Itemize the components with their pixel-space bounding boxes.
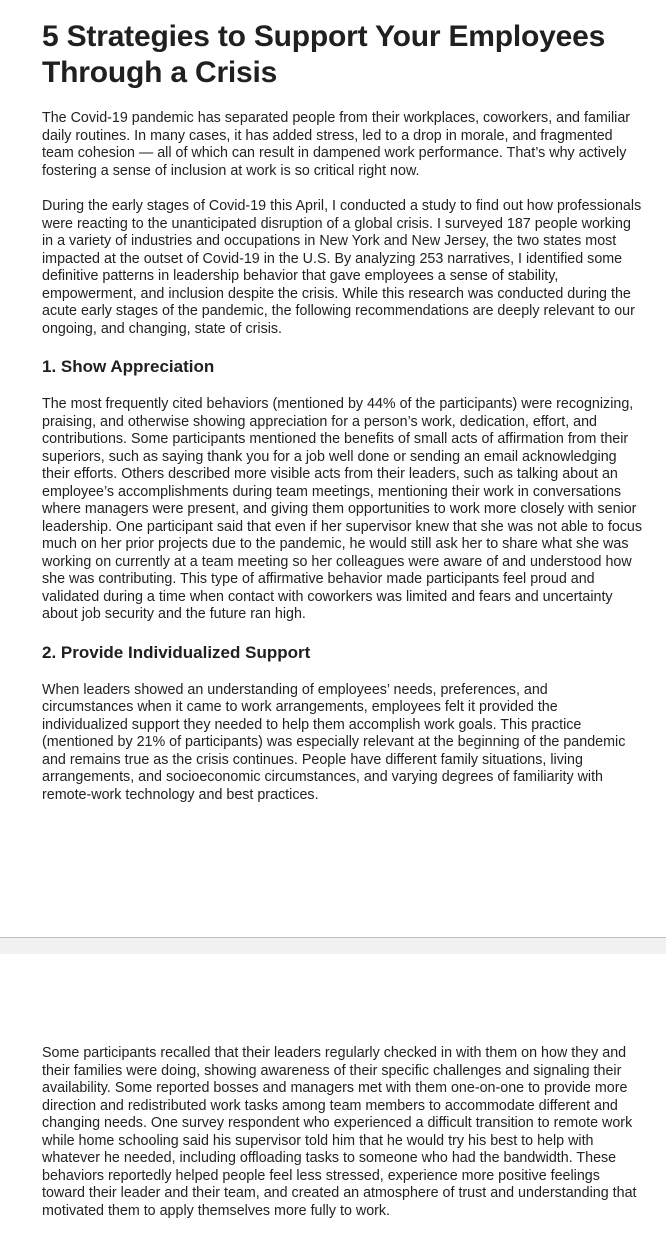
section-paragraph: The most frequently cited behaviors (mentioned by 44% of the participants) were recognizing, praising, and otherwise showing appreciation for a person’s work, dedication, effort, and contributions. Some participants mentioned the benefits of small acts of affirmation from their superiors, such as saying thank you for a job well done or sending an email acknowledging their efforts. Others described more visible acts from their leaders, such as talking about an employee’s accomplishments during team meetings, mentioning their work in conversations where managers were present, and giving them opportunities to work more closely with senior leadership. One participant said that even if her supervisor knew that she was not able to focus much on her prior projects due to the pandemic, he would still ask her to share what she was working on currently at a team meeting so her colleagues were aware of and understood how she was contributing. This type of affirmative behavior made participants feel proud and validated during a time when contact with coworkers was limited and fears and uncertainty about job security and the future ran high. [42, 396, 643, 622]
page-separator [0, 937, 666, 955]
article-title: 5 Strategies to Support Your Employees Through a Crisis [42, 20, 606, 89]
intro-paragraph: The Covid-19 pandemic has separated people from their workplaces, coworkers, and familiar daily routines. In many cases, it has added stress, led to a drop in morale, and fragmented team cohesion — all of which can result in dampened work performance. That’s why actively fostering a sense of inclusion at work is so critical right now. [42, 110, 631, 179]
section-heading-individualized-support: 2. Provide Individualized Support [42, 642, 311, 662]
page-2-content [42, 1045, 642, 1238]
page-1-content [42, 19, 642, 804]
document-page-2 [0, 954, 666, 1252]
intro-paragraph: During the early stages of Covid-19 this April, I conducted a study to find out how professionals were reacting to the unanticipated disruption of a global crisis. I surveyed 187 people working in a variety of industries and occupations in New York and New Jersey, the two states most impacted at the outset of Covid-19 in the U.S. By analyzing 253 narratives, I identified some definitive patterns in leadership behavior that gave employees a sense of stability, empowerment, and inclusion despite the crisis. While this research was conducted during the acute early stages of the pandemic, the following recommendations are deeply relevant to our ongoing, and changing, state of crisis. [42, 198, 642, 337]
section-paragraph: Some participants recalled that their leaders regularly checked in with them on how they and their families were doing, showing awareness of their specific challenges and signaling their availability. Some reported bosses and managers met with them one-on-one to provide more direction and redistributed work tasks among team members to accommodate different and changing needs. One survey respondent who experienced a difficult transition to remote work while home schooling said his supervisor told him that he would try his best to help with whatever he needed, including offloading tasks to someone who had the bandwidth. These behaviors reportedly helped people feel less stressed, experience more positive feelings toward their leader and their team, and created an atmosphere of trust and understanding that motivated them to apply themselves more fully to work. [42, 1045, 637, 1219]
section-paragraph: When leaders showed an understanding of employees’ needs, preferences, and circumstances when it came to work arrangements, employees felt it provided the individualized support they needed to help them accomplish work goals. This practice (mentioned by 21% of participants) was especially relevant at the beginning of the pandemic and remains true as the crisis continues. People have different family situations, living arrangements, and socioeconomic circumstances, and varying degrees of familiarity with remote-work technology and best practices. [42, 681, 626, 803]
section-heading-show-appreciation: 1. Show Appreciation [42, 357, 215, 376]
